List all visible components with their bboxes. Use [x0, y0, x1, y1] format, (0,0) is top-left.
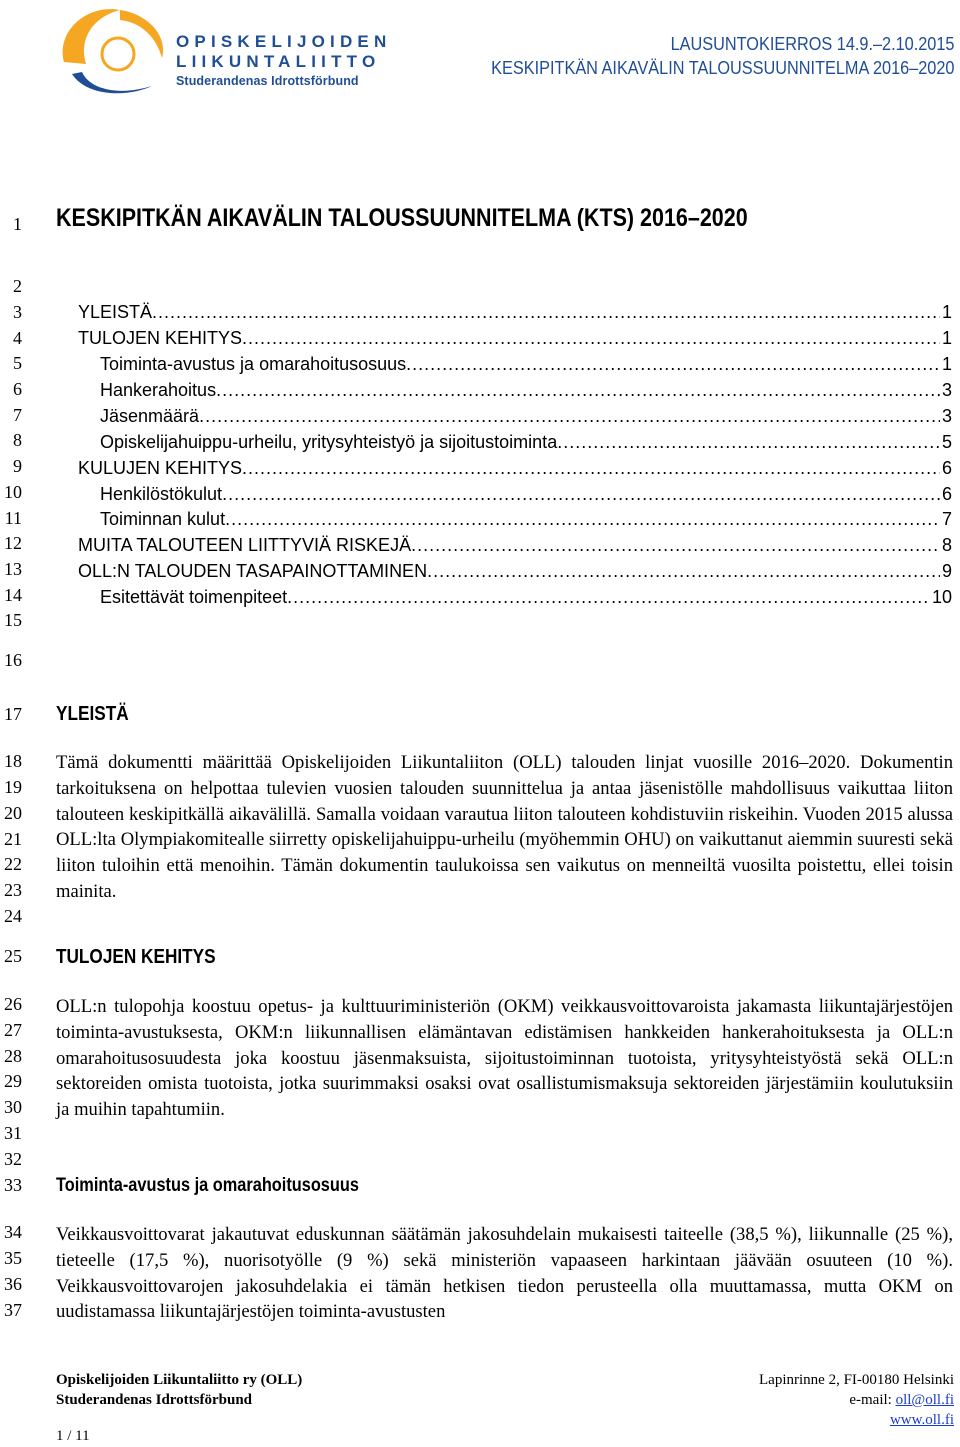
footer-email-link[interactable]: oll@oll.fi	[895, 1392, 954, 1408]
line-number: 28	[4, 1046, 22, 1066]
line-number: 34	[4, 1222, 22, 1242]
line-number: 24	[4, 906, 22, 926]
header-doc-title: KESKIPITKÄN AIKAVÄLIN TALOUSSUUNNITELMA 2016–2020	[490, 57, 954, 78]
line-number: 14	[4, 585, 22, 605]
footer-org-name: Opiskelijoiden Liikuntaliitto ry (OLL)	[56, 1372, 303, 1388]
toc-entry-tulojen-kehitys[interactable]	[78, 326, 952, 350]
toc-leader	[287, 585, 930, 609]
toc-page: 10	[931, 587, 952, 607]
line-number: 21	[4, 829, 22, 849]
heading-toiminta-avustus: Toiminta-avustus ja omarahoitusosuus	[56, 1175, 359, 1196]
toc-label: Hankerahoitus	[100, 380, 217, 400]
toc-leader	[152, 300, 940, 324]
line-number: 2	[13, 276, 22, 296]
toc-page: 1	[941, 328, 952, 348]
footer-address: Lapinrinne 2, FI-00180 Helsinki	[759, 1372, 954, 1388]
footer-organization	[56, 1370, 302, 1410]
line-number: 8	[13, 430, 22, 450]
logo-swoosh-icon	[56, 2, 176, 100]
toc-label: Opiskelijahuippu-urheilu, yritysyhteistyö ja sijoitustoiminta	[100, 432, 558, 452]
line-number: 32	[4, 1149, 22, 1169]
toc-entry-opiskelijahuippu[interactable]	[100, 430, 952, 454]
toc-label: KULUJEN KEHITYS	[78, 458, 243, 478]
line-number: 25	[4, 946, 22, 966]
toc-entry-yleista[interactable]	[78, 300, 952, 324]
line-number: 22	[4, 854, 22, 874]
line-number: 6	[13, 379, 22, 399]
toc-entry-toiminnan-kulut[interactable]	[100, 507, 952, 531]
line-number: 31	[4, 1123, 22, 1143]
toc-leader	[406, 352, 940, 376]
document-title: KESKIPITKÄN AIKAVÄLIN TALOUSSUUNNITELMA (KTS) 2016–2020	[56, 204, 748, 232]
toc-entry-toiminta-avustus[interactable]	[100, 352, 952, 376]
toc-entry-muita-riskeja[interactable]	[78, 533, 952, 557]
heading-tulojen-kehitys: TULOJEN KEHITYS	[56, 946, 216, 968]
line-number: 29	[4, 1071, 22, 1091]
line-number: 1	[13, 214, 22, 234]
heading-yleista: YLEISTÄ	[56, 703, 129, 725]
line-number: 12	[4, 533, 22, 553]
toc-entry-toimenpiteet[interactable]	[100, 585, 952, 609]
paragraph-tulojen-kehitys: OLL:n tulopohja koostuu opetus- ja kulttuuriministeriön (OKM) veikkausvoittovaroista jakamasta liikuntajärjestöjen toiminta-avustuksesta, OKM:n liikunnallisen elämäntavan edistämisen hankkeiden hankerahoituksesta ja OLL:n omarahoitusosuudesta joka koostuu jäsenmaksuista, sijoitustoiminnan tuotoista, yritysyhteistyöstä sekä OLL:n sektoreiden omista tuotoista, jotka suurimmaksi osaksi ovat osallistumismaksuja sektoreiden järjestämiin koulutuksiin ja muihin tapahtumiin.	[56, 996, 953, 1121]
toc-leader	[242, 326, 940, 350]
line-number: 11	[4, 508, 22, 528]
logo-line2: LIIKUNTALIITTO	[176, 52, 381, 71]
toc-entry-tasapainottaminen[interactable]	[78, 559, 952, 583]
toc-label: Toiminta-avustus ja omarahoitusosuus	[100, 354, 407, 374]
line-number: 18	[4, 751, 22, 771]
paragraph-toiminta-avustus: Veikkausvoittovarat jakautuvat eduskunnan säätämän jakosuhdelain mukaisesti taiteelle (38,5 %), liikunnalle (25 %), tieteelle (17,5 %), nuorisotyölle (9 %) sekä ministeriön vapaaseen harkintaan jäävään osuuteen (10 %). Veikkausvoittovarojen jakosuhdelakia ei tämän hetkisen tiedon perusteella olla muuttamassa, mutta OKM on uudistamassa liikuntajärjestöjen toiminta-avustusten	[56, 1224, 953, 1323]
toc-leader	[427, 559, 940, 583]
footer-email-line	[759, 1390, 954, 1410]
toc-leader	[199, 404, 940, 428]
logo-wordmark	[176, 32, 391, 90]
line-number: 17	[4, 704, 22, 724]
toc-page: 7	[941, 509, 952, 529]
toc-label: Jäsenmäärä	[100, 406, 200, 426]
line-number: 26	[4, 994, 22, 1014]
toc-leader	[411, 533, 940, 557]
header-circulation: LAUSUNTOKIERROS 14.9.–2.10.2015	[670, 33, 954, 54]
toc-leader	[222, 482, 940, 506]
line-number: 13	[4, 559, 22, 579]
line-number: 36	[4, 1274, 22, 1294]
line-number: 23	[4, 880, 22, 900]
toc-leader	[225, 507, 940, 531]
toc-label: TULOJEN KEHITYS	[78, 328, 243, 348]
toc-entry-jasenmaara[interactable]	[100, 404, 952, 428]
line-number: 33	[4, 1175, 22, 1195]
footer-org-name-swedish: Studerandenas Idrottsförbund	[56, 1392, 253, 1408]
toc-leader	[216, 378, 940, 402]
line-number: 30	[4, 1097, 22, 1117]
toc-leader	[242, 456, 940, 480]
toc-entry-henkilostokulut[interactable]	[100, 482, 952, 506]
toc-page: 6	[941, 458, 952, 478]
footer-email-label: e-mail:	[849, 1392, 896, 1408]
logo-line1: OPISKELIJOIDEN	[176, 32, 392, 51]
toc-page: 1	[941, 354, 952, 374]
toc-label: Toiminnan kulut	[100, 509, 226, 529]
toc-label: OLL:N TALOUDEN TASAPAINOTTAMINEN	[78, 561, 428, 581]
logo-line3: Studerandenas Idrottsförbund	[176, 74, 359, 88]
toc-page: 8	[941, 535, 952, 555]
line-number: 7	[13, 405, 22, 425]
line-number: 37	[4, 1300, 22, 1320]
toc-leader	[557, 430, 940, 454]
line-number: 35	[4, 1248, 22, 1268]
footer-contact	[759, 1370, 954, 1430]
line-number: 4	[13, 328, 22, 348]
line-number: 15	[4, 610, 22, 630]
line-number: 10	[4, 482, 22, 502]
toc-page: 9	[941, 561, 952, 581]
page-number: 1 / 11	[56, 1428, 90, 1444]
toc-label: YLEISTÄ	[78, 302, 153, 322]
toc-page: 1	[941, 302, 952, 322]
toc-page: 3	[941, 406, 952, 426]
header-right	[491, 32, 954, 80]
toc-page: 3	[941, 380, 952, 400]
line-number: 9	[13, 456, 22, 476]
toc-label: MUITA TALOUTEEN LIITTYVIÄ RISKEJÄ	[78, 535, 412, 555]
toc-label: Henkilöstökulut	[100, 484, 223, 504]
paragraph-yleista: Tämä dokumentti määrittää Opiskelijoiden Liikuntaliiton (OLL) talouden linjat vuosille 2016–2020. Dokumentin tarkoituksena on helpottaa tulevien vuosien talouden suunnittelua ja antaa jäsenistölle mahdollisuus vaikuttaa liiton talouteen keskipitkällä aikavälillä. Samalla voidaan varautua liiton talouteen kohdistuviin riskeihin. Vuoden 2015 alussa OLL:lta Olympiakomitealle siirretty opiskelijahuippu-urheilu (myöhemmin OHU) on vaikuttanut aiemmin suuresti sekä liiton tuloihin että menoihin. Tämän dokumentin taulukoissa sen vaikutus on menneiltä vuosilta poistettu, ellei toisin mainita.	[56, 752, 953, 902]
line-number: 19	[4, 777, 22, 797]
toc-page: 5	[941, 432, 952, 452]
line-number: 20	[4, 803, 22, 823]
line-number: 16	[4, 650, 22, 670]
toc-entry-hankerahoitus[interactable]	[100, 378, 952, 402]
line-number: 5	[13, 353, 22, 373]
line-number: 3	[13, 302, 22, 322]
toc-entry-kulujen-kehitys[interactable]	[78, 456, 952, 480]
line-number: 27	[4, 1020, 22, 1040]
toc-label: Esitettävät toimenpiteet	[100, 587, 288, 607]
toc-page: 6	[941, 484, 952, 504]
footer-website-link[interactable]: www.oll.fi	[889, 1412, 954, 1428]
